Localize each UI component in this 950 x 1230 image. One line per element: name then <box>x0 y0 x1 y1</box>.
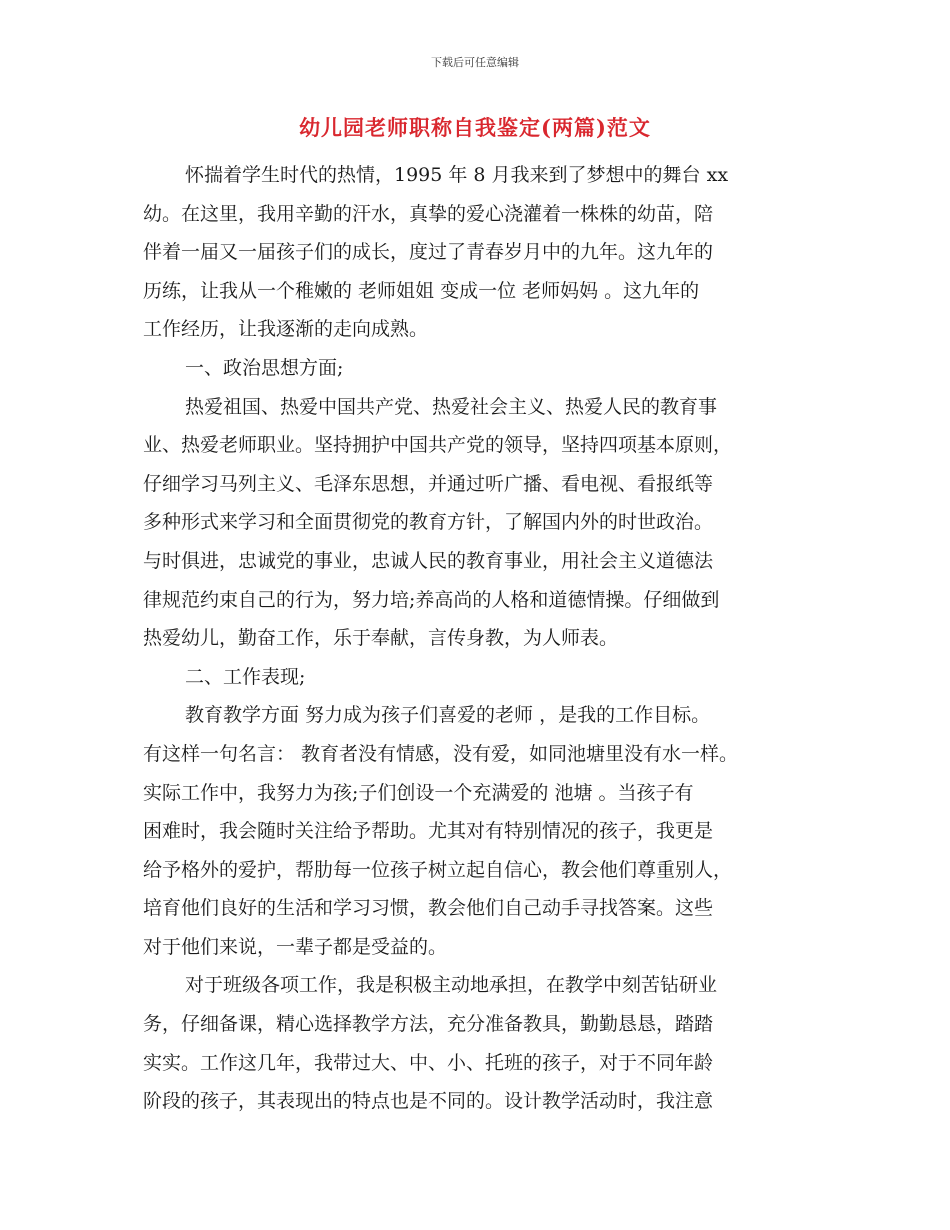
body-line: 幼。在这里，我用辛勤的汗水，真挚的爱心浇灌着一株株的幼苗，陪 <box>143 202 714 225</box>
body-line: 历练，让我从一个稚嫩的 老师姐姐 变成一位 老师妈妈 。这九年的 <box>143 279 700 302</box>
body-line: 教育教学方面 努力成为孩子们喜爱的老师 ，是我的工作目标。 <box>185 704 711 727</box>
body-line: 仔细学习马列主义、毛泽东思想，并通过听广播、看电视、看报纸等 <box>143 472 714 495</box>
body-line: 培育他们良好的生活和学习习惯，教会他们自己动手寻找答案。这些 <box>143 897 714 920</box>
body-line: 实实。工作这几年，我带过大、中、小、托班的孩子，对于不同年龄 <box>143 1051 714 1074</box>
document-title: 幼儿园老师职称自我鉴定(两篇)范文 <box>299 115 651 140</box>
body-line: 多种形式来学习和全面贯彻党的教育方针，了解国内外的时世政治。 <box>143 511 714 534</box>
body-line: 工作经历，让我逐渐的走向成熟。 <box>143 318 429 341</box>
body-line: 怀揣着学生时代的热情，1995 年 8 月我来到了梦想中的舞台 xx <box>185 164 729 186</box>
document-body <box>143 156 823 1121</box>
body-line: 务，仔细备课，精心选择教学方法，充分准备教具，勤勤恳恳，踏踏 <box>143 1013 714 1036</box>
header-note: 下载后可任意编辑 <box>431 56 519 69</box>
body-line: 业、热爱老师职业。坚持拥护中国共产党的领导，坚持四项基本原则， <box>143 434 733 457</box>
body-line: 实际工作中，我努力为孩;子们创设一个充满爱的 池塘 。当孩子有 <box>143 781 694 804</box>
body-line: 律规范约束自己的行为，努力培;养高尚的人格和道德情操。仔细做到 <box>143 588 720 611</box>
body-line: 与时俱进，忠诚党的事业，忠诚人民的教育事业，用社会主义道德法 <box>143 549 714 572</box>
body-line: 困难时，我会随时关注给予帮助。尤其对有特别情况的孩子，我更是 <box>143 820 714 843</box>
body-line: 热爱祖国、热爱中国共产党、热爱社会主义、热爱人民的教育事 <box>185 395 718 418</box>
section-heading: 一、政治思想方面; <box>185 356 344 379</box>
body-line: 给予格外的爱护，帮肋每一位孩子树立起自信心，教会他们尊重别人， <box>143 858 733 881</box>
body-line: 对于他们来说，一辈子都是受益的。 <box>143 935 448 958</box>
body-line: 热爱幼儿，勤奋工作，乐于奉献，言传身教，为人师表。 <box>143 627 619 650</box>
body-line: 有这样一句名言： 教育者没有情感，没有爱，如同池塘里没有水一样。 <box>143 742 739 765</box>
body-line: 伴着一届又一届孩子们的成长，度过了青春岁月中的九年。这九年的 <box>143 241 714 264</box>
section-heading: 二、工作表现; <box>185 665 306 688</box>
body-line: 阶段的孩子，其表现出的特点也是不同的。设计教学活动时，我注意 <box>143 1090 714 1113</box>
body-line: 对于班级各项工作，我是积极主动地承担，在教学中刻苦钻研业 <box>185 974 718 997</box>
